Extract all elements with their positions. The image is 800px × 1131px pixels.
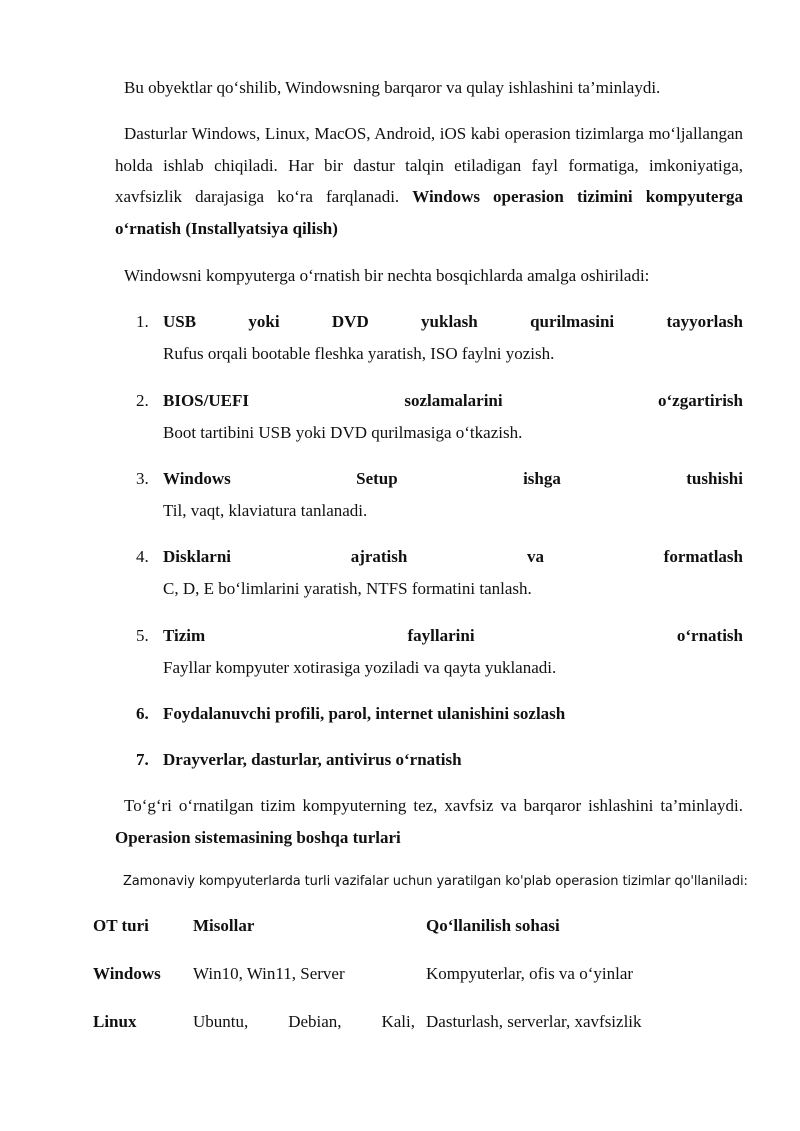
step-description: Rufus orqali bootable fleshka yaratish, ISO faylni yozish.: [163, 343, 555, 363]
step-title-word: ajratish: [350, 547, 408, 566]
step-title: [163, 541, 743, 573]
step-number: 7.: [136, 750, 149, 769]
list-item-step-7: [136, 744, 743, 776]
table-cell-type: Windows: [93, 964, 161, 983]
step-title-word: va: [527, 547, 545, 566]
step-number: 1.: [136, 312, 149, 331]
list-item-step-2: [136, 385, 743, 448]
step-title-word: o‘rnatish: [676, 626, 743, 645]
example-word: Debian,: [288, 1012, 342, 1031]
step-title-word: yoki: [248, 312, 280, 331]
step-number: 2.: [136, 391, 149, 410]
table-cell-examples: [193, 1006, 415, 1037]
step-title: [163, 385, 743, 417]
section-heading-installation: Windows operasion tizimini kompyuterga o‘rnatish (Installyatsiya qilish): [115, 187, 743, 238]
paragraph-conclusion-text: To‘g‘ri o‘rnatilgan tizim kompyuterning tez, xavfsiz va barqaror ishlashini ta’minlaydi.: [124, 796, 743, 815]
step-title-word: sozlamalarini: [404, 391, 503, 410]
paragraph-os-intro: Zamonaviy kompyuterlarda turli vazifalar uchun yaratilgan ko'plab operasion tizimlar qo'llaniladi:: [123, 874, 748, 889]
table-row: [93, 1006, 753, 1054]
step-title-word: Setup: [356, 469, 398, 488]
list-item-step-3: [136, 463, 743, 526]
step-number: 3.: [136, 469, 149, 488]
step-title: [163, 463, 743, 495]
step-title-word: Disklarni: [163, 547, 232, 566]
paragraph-conclusion: [115, 790, 743, 853]
step-title-word: formatlash: [663, 547, 743, 566]
step-title-word: USB: [163, 312, 197, 331]
step-number: 6.: [136, 704, 149, 723]
step-number: 4.: [136, 547, 149, 566]
step-description: C, D, E bo‘limlarini yaratish, NTFS formatini tanlash.: [163, 578, 532, 598]
table-header-cell: Qo‘llanilish sohasi: [426, 916, 560, 935]
table-header-cell: Misollar: [193, 916, 255, 935]
paragraph-steps-intro: Windowsni kompyuterga o‘rnatish bir nechta bosqichlarda amalga oshiriladi:: [124, 266, 650, 285]
list-item-step-6: [136, 698, 743, 730]
step-title-word: Windows: [163, 469, 231, 488]
step-title-word: Tizim: [163, 626, 206, 645]
table-header-row: [93, 910, 753, 958]
table-cell-usage: Kompyuterlar, ofis va o‘yinlar: [426, 964, 634, 983]
table-cell-usage: Dasturlash, serverlar, xavfsizlik: [426, 1012, 642, 1031]
paragraph-software: [115, 118, 743, 244]
step-title-word: ishga: [523, 469, 561, 488]
table-header-cell: OT turi: [93, 916, 149, 935]
table-cell-examples: Win10, Win11, Server: [193, 964, 345, 983]
step-title-word: yuklash: [421, 312, 478, 331]
step-title-word: DVD: [331, 312, 369, 331]
step-description: Boot tartibini USB yoki DVD qurilmasiga o‘tkazish.: [163, 422, 523, 442]
step-title: [163, 620, 743, 652]
list-item-step-5: [136, 620, 743, 683]
step-title-word: tayyorlash: [666, 312, 743, 331]
step-description: Til, vaqt, klaviatura tanlanadi.: [163, 500, 368, 520]
example-word: Kali,: [381, 1012, 415, 1031]
step-title: Drayverlar, dasturlar, antivirus o‘rnatish: [163, 750, 462, 769]
step-title-word: tushishi: [686, 469, 743, 488]
table-row: [93, 958, 753, 1006]
step-description: Fayllar kompyuter xotirasiga yoziladi va qayta yuklanadi.: [163, 657, 557, 677]
paragraph-software-text: Dasturlar Windows, Linux, MacOS, Android, iOS kabi operasion tizimlarga mo‘ljallangan holda ishlab chiqiladi. Har bir dastur talqin etiladigan fayl formatiga, imkoniyatiga, xavfsizlik darajasiga ko‘ra farqlanadi.: [115, 124, 743, 206]
step-title: [163, 306, 743, 338]
os-table: [93, 910, 753, 1054]
step-title-word: o‘zgartirish: [658, 391, 743, 410]
step-title: Foydalanuvchi profili, parol, internet ulanishini sozlash: [163, 704, 566, 723]
list-item-step-1: [136, 306, 743, 369]
paragraph-intro: Bu obyektlar qo‘shilib, Windowsning barqaror va qulay ishlashini ta’minlaydi.: [124, 78, 661, 97]
step-number: 5.: [136, 626, 149, 645]
table-cell-type: Linux: [93, 1012, 137, 1031]
step-title-word: BIOS/UEFI: [163, 391, 249, 410]
step-title-word: qurilmasini: [530, 312, 615, 331]
list-item-step-4: [136, 541, 743, 604]
step-title-word: fayllarini: [407, 626, 475, 645]
section-heading-os-types: Operasion sistemasining boshqa turlari: [115, 827, 401, 847]
example-word: Ubuntu,: [193, 1012, 249, 1031]
